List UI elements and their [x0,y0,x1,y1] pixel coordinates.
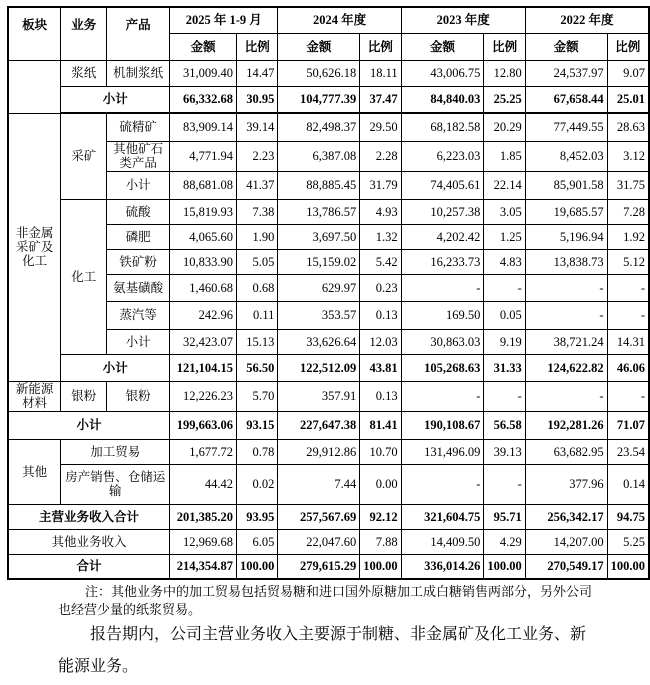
ratio-cell: 30.95 [237,86,278,113]
amount-cell: 14,409.50 [401,529,484,554]
ratio-cell: 100.00 [237,554,278,579]
ratio-cell: 5.05 [237,249,278,274]
ratio-cell: 0.13 [360,301,401,329]
row-label: 磷肥 [107,224,170,249]
amount-cell: 8,452.03 [525,141,607,171]
header-period: 2024 年度 [278,7,401,33]
amount-cell: 214,354.87 [170,554,237,579]
amount-cell: 1,677.72 [170,439,237,464]
row-label: 加工贸易 [61,439,170,464]
amount-cell: 85,901.58 [525,171,607,199]
ratio-cell: 93.95 [237,504,278,529]
revenue-table [7,6,650,580]
amount-cell: 4,202.42 [401,224,484,249]
amount-cell: 15,159.02 [278,249,360,274]
ratio-cell: 0.14 [607,464,649,504]
amount-cell: 66,332.68 [170,86,237,113]
amount-cell: 270,549.17 [525,554,607,579]
amount-cell: 199,663.06 [170,411,237,439]
amount-cell: 169.50 [401,301,484,329]
amount-cell: 63,682.95 [525,439,607,464]
ratio-cell: 46.06 [607,354,649,381]
table-row [8,529,649,554]
amount-cell: 29,912.86 [278,439,360,464]
table-row [8,411,649,439]
ratio-cell: 37.47 [360,86,401,113]
amount-cell: 43,006.75 [401,60,484,86]
row-label: 氨基磺酸 [107,274,170,301]
ratio-cell: 1.32 [360,224,401,249]
ratio-cell: 7.28 [607,199,649,224]
table-row [8,199,649,224]
amount-cell: 124,622.82 [525,354,607,381]
amount-cell: - [525,301,607,329]
ratio-cell: - [484,381,525,411]
amount-cell: 33,626.64 [278,329,360,354]
amount-cell: 77,449.55 [525,113,607,141]
table-row [8,464,649,504]
amount-cell: 83,909.14 [170,113,237,141]
amount-cell: 377.96 [525,464,607,504]
ratio-cell: 15.13 [237,329,278,354]
ratio-cell: 29.50 [360,113,401,141]
amount-cell: 192,281.26 [525,411,607,439]
ratio-cell: 4.29 [484,529,525,554]
table-row [8,86,649,113]
ratio-cell: 41.37 [237,171,278,199]
ratio-cell: - [484,464,525,504]
amount-cell: 30,863.03 [401,329,484,354]
ratio-cell: 95.71 [484,504,525,529]
row-label: 硫酸 [107,199,170,224]
ratio-cell: 31.75 [607,171,649,199]
ratio-cell: - [607,381,649,411]
amount-cell: 629.97 [278,274,360,301]
amount-cell: 10,833.90 [170,249,237,274]
amount-cell: 336,014.26 [401,554,484,579]
ratio-cell: 56.50 [237,354,278,381]
row-label: 银粉 [107,381,170,411]
amount-cell: 68,182.58 [401,113,484,141]
header-segment: 板块 [8,7,61,60]
amount-cell: 357.91 [278,381,360,411]
ratio-cell: 39.13 [484,439,525,464]
row-label: 采矿 [61,113,107,199]
amount-cell: 22,047.60 [278,529,360,554]
ratio-cell: 14.47 [237,60,278,86]
table-row [8,60,649,86]
amount-cell: 122,512.09 [278,354,360,381]
ratio-cell: 94.75 [607,504,649,529]
amount-cell: 44.42 [170,464,237,504]
header-product: 产品 [107,7,170,60]
ratio-cell: 5.42 [360,249,401,274]
amount-cell: - [401,464,484,504]
amount-cell: 31,009.40 [170,60,237,86]
amount-cell: 1,460.68 [170,274,237,301]
ratio-cell: 18.11 [360,60,401,86]
ratio-cell: 81.41 [360,411,401,439]
row-label: 蒸汽等 [107,301,170,329]
ratio-cell: 3.12 [607,141,649,171]
row-label: 小计 [8,411,170,439]
amount-cell: 3,697.50 [278,224,360,249]
ratio-cell: 4.93 [360,199,401,224]
table-row [8,354,649,381]
amount-cell: 50,626.18 [278,60,360,86]
ratio-cell: 25.25 [484,86,525,113]
ratio-cell: 28.63 [607,113,649,141]
ratio-cell: 0.00 [360,464,401,504]
ratio-cell: 12.80 [484,60,525,86]
header-ratio: 比例 [484,33,525,60]
ratio-cell: 0.13 [360,381,401,411]
amount-cell: 74,405.61 [401,171,484,199]
ratio-cell: 0.78 [237,439,278,464]
ratio-cell: 71.07 [607,411,649,439]
table-row [8,554,649,579]
amount-cell: 6,387.08 [278,141,360,171]
amount-cell: - [525,381,607,411]
header-amount: 金额 [170,33,237,60]
amount-cell: 4,065.60 [170,224,237,249]
ratio-cell: 39.14 [237,113,278,141]
amount-cell: 14,207.00 [525,529,607,554]
table-note: 注：其他业务中的加工贸易包括贸易糖和进口国外原糖加工成白糖销售两部分，另外公司也经营少量的纸浆贸易。 [58,584,593,617]
row-label: 铁矿粉 [107,249,170,274]
ratio-cell: 31.33 [484,354,525,381]
amount-cell: 10,257.38 [401,199,484,224]
row-label: 机制浆纸 [107,60,170,86]
ratio-cell: - [607,274,649,301]
row-label: 银粉 [61,381,107,411]
amount-cell: 131,496.09 [401,439,484,464]
amount-cell: 13,786.57 [278,199,360,224]
body-paragraph: 报告期内，公司主营业务收入主要源于制糖、非金属矿及化工业务、新能源业务。 [58,626,587,675]
ratio-cell: 1.85 [484,141,525,171]
row-label: 合计 [8,554,170,579]
amount-cell: 67,658.44 [525,86,607,113]
ratio-cell: 0.05 [484,301,525,329]
header-ratio: 比例 [607,33,649,60]
row-label: 其他矿石类产品 [107,141,170,171]
row-label: 小计 [107,171,170,199]
table-row [8,439,649,464]
amount-cell: 15,819.93 [170,199,237,224]
ratio-cell: 4.83 [484,249,525,274]
ratio-cell: 5.12 [607,249,649,274]
amount-cell: 242.96 [170,301,237,329]
amount-cell: 190,108.67 [401,411,484,439]
amount-cell: 82,498.37 [278,113,360,141]
amount-cell: 257,567.69 [278,504,360,529]
ratio-cell: 92.12 [360,504,401,529]
amount-cell: 4,771.94 [170,141,237,171]
ratio-cell: 10.70 [360,439,401,464]
amount-cell: - [525,274,607,301]
amount-cell: 104,777.39 [278,86,360,113]
ratio-cell: 0.68 [237,274,278,301]
header-ratio: 比例 [360,33,401,60]
ratio-cell: 20.29 [484,113,525,141]
ratio-cell: 100.00 [360,554,401,579]
header-amount: 金额 [401,33,484,60]
amount-cell: 12,969.68 [170,529,237,554]
amount-cell: 24,537.97 [525,60,607,86]
ratio-cell: 1.25 [484,224,525,249]
amount-cell: 16,233.73 [401,249,484,274]
amount-cell: 227,647.38 [278,411,360,439]
ratio-cell: 31.79 [360,171,401,199]
header-period: 2023 年度 [401,7,525,33]
header-amount: 金额 [525,33,607,60]
amount-cell: 88,885.45 [278,171,360,199]
ratio-cell: 43.81 [360,354,401,381]
amount-cell: 19,685.57 [525,199,607,224]
amount-cell: 32,423.07 [170,329,237,354]
ratio-cell: 2.28 [360,141,401,171]
row-label: 其他 [8,439,61,504]
amount-cell: 105,268.63 [401,354,484,381]
ratio-cell: 5.25 [607,529,649,554]
row-label: 小计 [61,354,170,381]
row-label: 房产销售、仓储运输 [61,464,170,504]
ratio-cell: 6.05 [237,529,278,554]
row-label: 浆纸 [61,60,107,86]
header-business: 业务 [61,7,107,60]
row-label: 非金属采矿及化工 [8,113,61,381]
amount-cell: 12,226.23 [170,381,237,411]
amount-cell: 88,681.08 [170,171,237,199]
table-row [8,113,649,141]
amount-cell: 321,604.75 [401,504,484,529]
ratio-cell: 25.01 [607,86,649,113]
row-label: 新能源材料 [8,381,61,411]
ratio-cell: 7.38 [237,199,278,224]
ratio-cell: 5.70 [237,381,278,411]
ratio-cell: 0.02 [237,464,278,504]
header-period: 2022 年度 [525,7,649,33]
amount-cell: 84,840.03 [401,86,484,113]
amount-cell: 353.57 [278,301,360,329]
ratio-cell: 7.88 [360,529,401,554]
row-label: 小计 [61,86,170,113]
row-label: 主营业务收入合计 [8,504,170,529]
ratio-cell: 93.15 [237,411,278,439]
row-label: 小计 [107,329,170,354]
header-amount: 金额 [278,33,360,60]
amount-cell: 279,615.29 [278,554,360,579]
segment-cell-empty [8,60,61,113]
ratio-cell: 9.07 [607,60,649,86]
amount-cell: 121,104.15 [170,354,237,381]
row-label: 硫精矿 [107,113,170,141]
ratio-cell: 22.14 [484,171,525,199]
amount-cell: 5,196.94 [525,224,607,249]
amount-cell: - [401,381,484,411]
ratio-cell: 100.00 [607,554,649,579]
row-label: 其他业务收入 [8,529,170,554]
ratio-cell: 0.23 [360,274,401,301]
table-row [8,504,649,529]
amount-cell: 13,838.73 [525,249,607,274]
ratio-cell: 23.54 [607,439,649,464]
amount-cell: 6,223.03 [401,141,484,171]
header-ratio: 比例 [237,33,278,60]
table-row [8,381,649,411]
amount-cell: - [401,274,484,301]
ratio-cell: 100.00 [484,554,525,579]
ratio-cell: 14.31 [607,329,649,354]
row-label: 化工 [61,199,107,354]
ratio-cell: 12.03 [360,329,401,354]
ratio-cell: 9.19 [484,329,525,354]
ratio-cell: 1.90 [237,224,278,249]
ratio-cell: 1.92 [607,224,649,249]
amount-cell: 38,721.24 [525,329,607,354]
ratio-cell: 56.58 [484,411,525,439]
header-period: 2025 年 1-9 月 [170,7,278,33]
amount-cell: 256,342.17 [525,504,607,529]
amount-cell: 7.44 [278,464,360,504]
ratio-cell: 0.11 [237,301,278,329]
amount-cell: 201,385.20 [170,504,237,529]
ratio-cell: - [484,274,525,301]
ratio-cell: 3.05 [484,199,525,224]
ratio-cell: - [607,301,649,329]
ratio-cell: 2.23 [237,141,278,171]
